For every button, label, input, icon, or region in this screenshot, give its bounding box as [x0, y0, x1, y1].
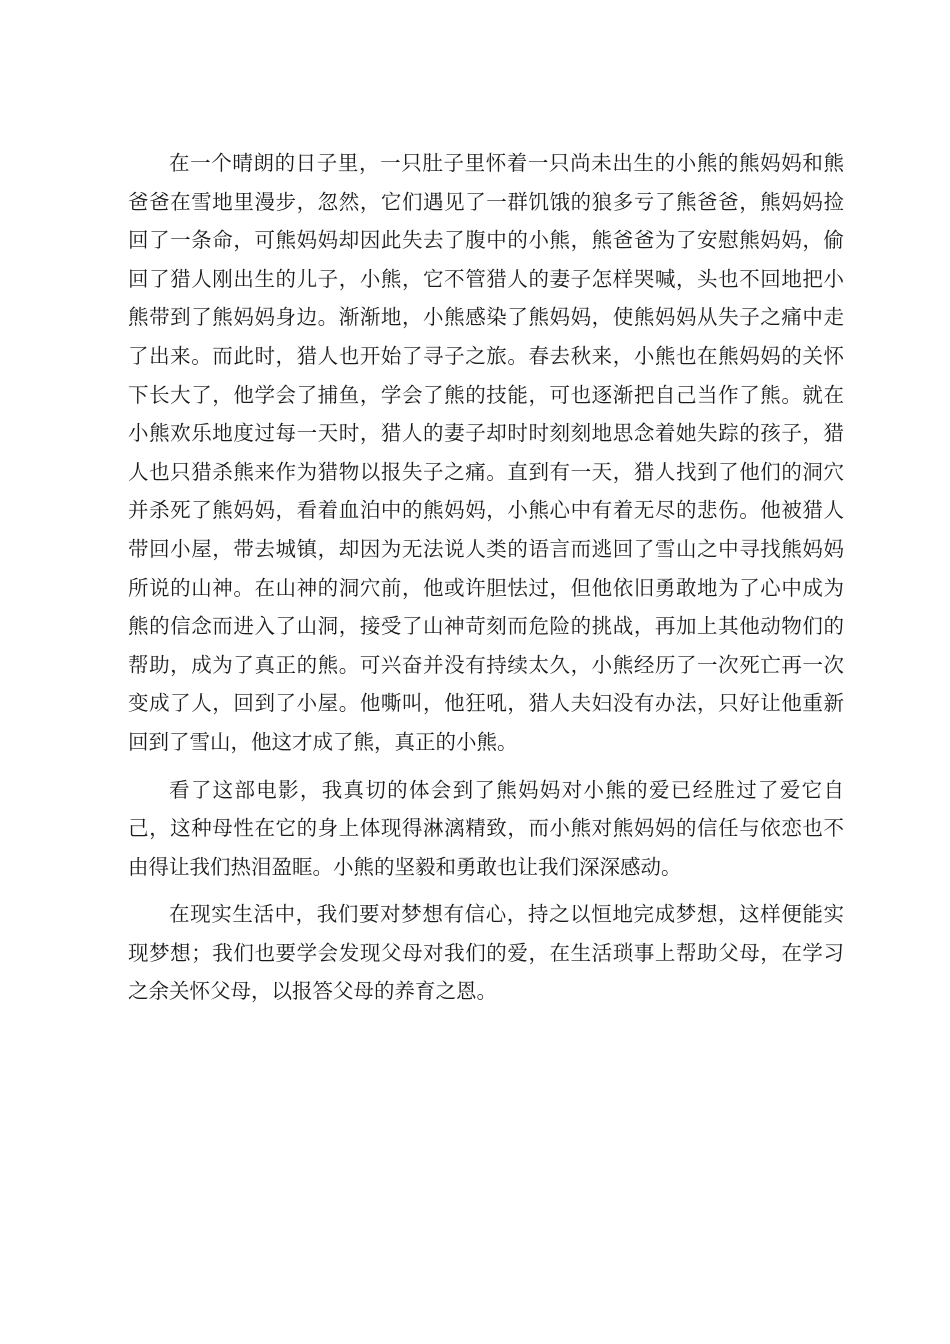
document-body	[128, 144, 844, 1020]
paragraph-reflection: 看了这部电影，我真切的体会到了熊妈妈对小熊的爱已经胜过了爱它自己，这种母性在它的身上体现得淋漓精致，而小熊对熊妈妈的信任与依恋也不由得让我们热泪盈眶。小熊的坚毅和勇敢也让我们深深感动。	[128, 777, 844, 879]
paragraph-story-summary: 在一个晴朗的日子里，一只肚子里怀着一只尚未出生的小熊的熊妈妈和熊爸爸在雪地里漫步，忽然，它们遇见了一群饥饿的狼多亏了熊爸爸，熊妈妈捡回了一条命，可熊妈妈却因此失去了腹中的小熊，熊爸爸为了安慰熊妈妈，偷回了猎人刚出生的儿子，小熊，它不管猎人的妻子怎样哭喊，头也不回地把小熊带到了熊妈妈身边。渐渐地，小熊感染了熊妈妈，使熊妈妈从失子之痛中走了出来。而此时，猎人也开始了寻子之旅。春去秋来，小熊也在熊妈妈的关怀下长大了，他学会了捕鱼，学会了熊的技能，可也逐渐把自己当作了熊。就在小熊欢乐地度过每一天时，猎人的妻子却时时刻刻地思念着她失踪的孩子，猎人也只猎杀熊来作为猎物以报失子之痛。直到有一天，猎人找到了他们的洞穴并杀死了熊妈妈，看着血泊中的熊妈妈，小熊心中有着无尽的悲伤。他被猎人带回小屋，带去城镇，却因为无法说人类的语言而逃回了雪山之中寻找熊妈妈所说的山神。在山神的洞穴前，他或许胆怯过，但他依旧勇敢地为了心中成为熊的信念而进入了山洞，接受了山神苛刻而危险的挑战，再加上其他动物们的帮助，成为了真正的熊。可兴奋并没有持续太久，小熊经历了一次死亡再一次变成了人，回到了小屋。他嘶叫，他狂吼，猎人夫妇没有办法，只好让他重新回到了雪山，他这才成了熊，真正的小熊。	[128, 151, 844, 754]
paragraph-conclusion: 在现实生活中，我们要对梦想有信心，持之以恒地完成梦想，这样便能实现梦想；我们也要学会发现父母对我们的爱，在生活琐事上帮助父母，在学习之余关怀父母，以报答父母的养育之恩。	[128, 902, 844, 1004]
